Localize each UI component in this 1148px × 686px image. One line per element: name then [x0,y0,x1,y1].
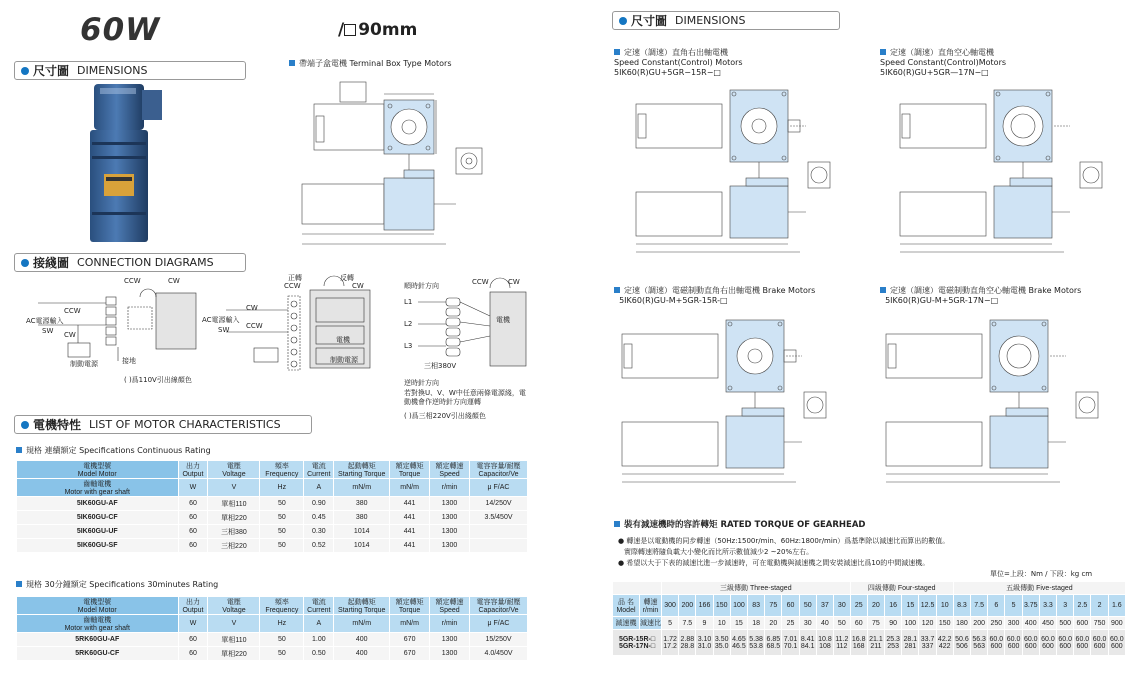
gearhead-torque-table [612,581,1126,656]
reducer-header: 減速機 [613,617,640,630]
ratio-row [613,617,1126,630]
unit2-output: W [178,615,208,633]
ratio-cell: 100 [902,617,919,630]
table-cell: 60 [178,511,208,525]
ratio-cell: 15 [730,617,747,630]
ratio-cell: 200 [971,617,988,630]
brake-label: 制動電源 [330,356,358,364]
ratio-cell: 300 [1005,617,1022,630]
terminal-caption-text: 帶端子盒電機 Terminal Box Type Motors [299,59,452,68]
header2-speed: 額定轉速 Speed [430,597,470,615]
unit2-current: A [304,615,334,633]
table-cell: 670 [390,633,430,647]
torque-title [614,520,865,530]
torque-cell: 56.3 563 [971,630,988,656]
speed-cell: 3 [1057,595,1074,617]
ratio-cell: 150 [936,617,953,630]
right-dim-title-en: DIMENSIONS [675,14,746,27]
table-row [17,647,528,661]
conn-title-en: CONNECTION DIAGRAMS [77,256,214,269]
torque-cell: 50.6 506 [953,630,970,656]
reverse-title: 逆時針方向 [404,379,439,387]
torque-cell: 33.7 337 [919,630,936,656]
table-cell: 1014 [334,525,390,539]
cw-label-b: CW [352,282,364,290]
speed-cell: 150 [713,595,730,617]
table-cell: 0.30 [304,525,334,539]
table-cell: 441 [390,525,430,539]
drawing3-brake-right-shaft [616,316,870,494]
torque-cell: 3.50 35.0 [713,630,730,656]
dim-title-zh: 尺寸圖 [33,64,70,78]
sw-label: SW [42,327,54,335]
ratio-cell: 75 [867,617,884,630]
speed-cell: 5 [1005,595,1022,617]
table-cell: 單相220 [208,647,260,661]
reverse-text: 若對換U、V、W中任意兩條電源綫，電動機會作逆時針方向運轉 [404,389,526,406]
speed-cell: 75 [765,595,782,617]
square-bullet-icon [880,287,886,293]
speed-cell: 166 [696,595,713,617]
header-capacitor: 電容容量/耐壓 Capacitor/Ve [470,461,528,479]
blank-cell [613,582,662,595]
ratio-cell: 9 [696,617,713,630]
d2-model: 5IK60(R)GU+5GR—17N−□ [880,68,989,77]
torque-cell: 5.38 53.8 [748,630,765,656]
table-cell: 1300 [430,497,470,511]
reverse-label: 反轉 [340,274,354,282]
ccw-label-b: CCW [284,282,301,290]
table-cell: 1300 [430,511,470,525]
square-bullet-icon [614,521,620,527]
three-phase-voltage: 三相380V [424,362,457,370]
header2-current: 電流 Current [304,597,334,615]
table-cell: 670 [390,647,430,661]
table-cell [470,525,528,539]
speed-cell: 1.6 [1108,595,1125,617]
bullet-icon [21,421,29,429]
header2-frequency: 頻率 Frequency [260,597,304,615]
unit-label: 單位=上段：Nm / 下段：kg cm [990,570,1093,578]
table-cell: 0.50 [304,647,334,661]
table-cell: 3.5/450V [470,511,528,525]
torque-note-1b: 實際轉速將隨負載大小變化而比所示數值減少2 ~20%左右。 [624,548,814,556]
spec-table-30min [16,596,528,661]
torque-row [613,630,1126,656]
unit-current: A [304,479,334,497]
table-cell: 1300 [430,539,470,553]
connection-diagram-single [28,277,200,373]
torque-cell: 3.10 31.0 [696,630,713,656]
spec1-caption [16,446,211,456]
speed-cell: 83 [748,595,765,617]
header2-voltage: 電壓 Voltage [208,597,260,615]
four-staged-label: 四級傳動 Four-staged [850,582,953,595]
right-dimensions-header [612,11,840,30]
speed-cell: 2 [1091,595,1108,617]
d2-en: Speed Constant(Control)Motors [880,58,1007,67]
header2-torque: 額定轉矩 Torque [390,597,430,615]
table-cell: 單相110 [208,497,260,511]
speed-cell: 3.75 [1022,595,1039,617]
table-cell: 14/250V [470,497,528,511]
table-cell: 50 [260,511,304,525]
unit2-torque: mN/m [390,615,430,633]
unit-starting-torque: mN/m [334,479,390,497]
sw-label-b: SW [218,326,230,334]
spec2-caption [16,580,218,590]
square-icon [344,24,356,36]
table-cell: 400 [334,647,390,661]
speed-cell: 3.3 [1039,595,1056,617]
speed-cell: 100 [730,595,747,617]
speed-cell: 50 [799,595,816,617]
header-frequency: 頻率 Frequency [260,461,304,479]
frame-size: / 90mm [338,20,418,40]
stage-row [613,582,1126,595]
table-cell: 單相220 [208,511,260,525]
torque-cell: 21.1 211 [867,630,884,656]
torque-cell: 16.8 168 [850,630,867,656]
table-cell: 1014 [334,539,390,553]
unit2-voltage: V [208,615,260,633]
header2-output: 出力 Output [178,597,208,615]
header2-model: 電機型號 Model Motor [17,597,179,615]
table-cell: 5IK60GU-UF [17,525,179,539]
l3-label: L3 [404,342,413,350]
ratio-cell: 50 [834,617,851,630]
torque-cell: 10.8 108 [816,630,833,656]
note-110v: ( )爲110V引出線顏色 [124,376,192,384]
square-bullet-icon [614,49,620,55]
header-gearshaft: 齒軸電機 Motor with gear shaft [17,479,179,497]
torque-note-1: ● 轉速是以電動機的同步轉速（50Hz:1500r/min、60Hz:1800r/min）爲基準除以減速比而算出的數值。 [618,537,950,545]
ratio-cell: 500 [1057,617,1074,630]
ratio-cell: 10 [713,617,730,630]
square-bullet-icon [880,49,886,55]
table-cell: 5IK60GU-SF [17,539,179,553]
torque-cell: 60.0 600 [1091,630,1108,656]
table-cell: 0.90 [304,497,334,511]
torque-cell: 6.85 68.5 [765,630,782,656]
table-cell: 單相110 [208,633,260,647]
d4-en: Brake Motors [1028,286,1082,295]
three-staged-label: 三級傳動 Three-staged [662,582,851,595]
ratio-cell: 900 [1108,617,1125,630]
unit-frequency: Hz [260,479,304,497]
ccw-label-2: CCW [64,307,81,315]
speed-cell: 25 [850,595,867,617]
table-cell: 60 [178,647,208,661]
terminal-caption [289,59,452,69]
speed-cell: 2.5 [1074,595,1091,617]
speed-cell: 12.5 [919,595,936,617]
speed-cell: 16 [885,595,902,617]
table-cell: 50 [260,539,304,553]
table-cell: 5IK60GU-AF [17,497,179,511]
table-cell: 0.45 [304,511,334,525]
torque-cell: 60.0 600 [988,630,1005,656]
three-phase-diagram [402,276,530,374]
torque-cell: 8.41 84.1 [799,630,816,656]
frame-size-value: 90mm [358,20,418,40]
speed-cell: 7.5 [971,595,988,617]
table-cell: 441 [390,511,430,525]
five-staged-label: 五級傳動 Five-staged [953,582,1125,595]
spec2-caption-text: 規格 30分鐘額定 Specifications 30minutes Rating [26,580,219,589]
speed-row [613,595,1126,617]
table-cell: 50 [260,633,304,647]
note-220v: ( )爲三相220V引出綫顏色 [404,412,486,420]
speed-cell: 30 [834,595,851,617]
torque-cell: 42.2 422 [936,630,953,656]
speed-cell: 6 [988,595,1005,617]
square-bullet-icon [614,287,620,293]
right-dim-title-zh: 尺寸圖 [631,14,668,28]
torque-cell: 60.0 600 [1074,630,1091,656]
cw-label-2: CW [64,331,76,339]
speed-cell: 15 [902,595,919,617]
table-cell: 0.52 [304,539,334,553]
ratio-cell: 30 [799,617,816,630]
unit-output: W [178,479,208,497]
terminal-box-drawing [296,74,496,252]
torque-cell: 7.01 70.1 [782,630,799,656]
motor-label-t: 電機 [496,316,510,324]
d1-model: 5IK60(R)GU+5GR−15R−□ [614,68,721,77]
l1-label: L1 [404,298,413,306]
header2-capacitor: 電容容量/耐壓 Capacitor/Ve [470,597,528,615]
note2-text: 希望以大于下表的減速比進一步減速時，可在電動機與減速機之間安裝減速比爲10的中間減速機。 [626,559,930,567]
three-phase-title: 順時針方向 [404,282,439,290]
table-cell: 380 [334,497,390,511]
connection-diagram-brake [202,270,386,380]
header-starting-torque: 起動轉矩 Starting Torque [334,461,390,479]
d3-zh: 定速（調速）電磁制動直角右出軸電機 [624,286,760,295]
ratio-cell: 750 [1091,617,1108,630]
speed-cell: 37 [816,595,833,617]
table-row [17,511,528,525]
drawing2-caption [880,48,1006,78]
ratio-cell: 5 [662,617,679,630]
table-cell: 50 [260,497,304,511]
header-output: 出力 Output [178,461,208,479]
ratio-cell: 600 [1074,617,1091,630]
dim-title-en: DIMENSIONS [77,64,148,77]
ratio-cell: 180 [953,617,970,630]
table-cell: 三相220 [208,539,260,553]
table-cell: 441 [390,497,430,511]
motor-label: 電機 [336,336,350,344]
bullet-icon [619,17,627,25]
header-current: 電流 Current [304,461,334,479]
brake-control-label: 制動電源 [70,360,98,368]
ratio-cell: 40 [816,617,833,630]
ground-label: 接地 [122,357,136,365]
ccw-label-b2: CCW [246,322,263,330]
torque-cell: 60.0 600 [1022,630,1039,656]
speed-cell: 300 [662,595,679,617]
table-row [17,525,528,539]
unit2-capacitor: μ F/AC [470,615,528,633]
torque-note-2: ● 希望以大于下表的減速比進一步減速時，可在電動機與減速機之間安裝減速比爲10的中間減速機。 [618,559,930,567]
torque-cell: 60.0 600 [1005,630,1022,656]
torque-cell: 11.2 112 [834,630,851,656]
ccw-label-t: CCW [472,278,489,286]
table-cell: 1300 [430,525,470,539]
table-cell: 5RK60GU-AF [17,633,179,647]
d3-model: 5IK60(R)GU-M+5GR-15R-□ [619,296,728,305]
table-cell: 50 [260,647,304,661]
table-cell: 三相380 [208,525,260,539]
table-row [17,539,528,553]
cw-label-t: CW [508,278,520,286]
table-cell: 60 [178,633,208,647]
unit2-speed: r/min [430,615,470,633]
drawing3-caption [614,286,815,306]
ratio-cell: 450 [1039,617,1056,630]
table-row [17,633,528,647]
header-speed: 額定轉速 Speed [430,461,470,479]
ratio-cell: 90 [885,617,902,630]
dimensions-header [14,61,246,80]
header-model: 電機型號 Model Motor [17,461,179,479]
header-torque: 額定轉矩 Torque [390,461,430,479]
ratio-cell: 25 [782,617,799,630]
header2-starting-torque: 起動轉矩 Starting Torque [334,597,390,615]
motor-photo [86,84,166,244]
torque-cell: 1.72 17.2 [662,630,679,656]
d4-zh: 定速（調速）電磁制動直角空心軸電機 [890,286,1026,295]
drawing4-caption [880,286,1081,306]
d4-model: 5IK60(R)GU-M+5GR-17N−□ [885,296,999,305]
ratio-cell: 60 [850,617,867,630]
unit-torque: mN/m [390,479,430,497]
table-cell: 441 [390,539,430,553]
model-header: 品 名 Model [613,595,640,617]
table-cell: 50 [260,525,304,539]
brand-title: 60W [80,12,161,48]
unit-speed: r/min [430,479,470,497]
ratio-cell: 18 [748,617,765,630]
table-cell: 1300 [430,647,470,661]
torque-cell: 4.65 46.5 [730,630,747,656]
unit-capacitor: μ F/AC [470,479,528,497]
table-cell: 1300 [430,633,470,647]
square-bullet-icon [16,447,22,453]
spec1-caption-text: 規格 連續額定 Specifications Continuous Rating [26,446,211,455]
unit-voltage: V [208,479,260,497]
ratio-cell: 20 [765,617,782,630]
torque-cell: 60.0 600 [1039,630,1056,656]
torque-cell: 60.0 600 [1057,630,1074,656]
ratio-cell: 250 [988,617,1005,630]
table-cell: 1.00 [304,633,334,647]
drawing1-caption [614,48,743,78]
table-cell: 5IK60GU-CF [17,511,179,525]
torque-title-text: 裝有減速機時的容許轉矩 RATED TORQUE OF GEARHEAD [624,520,866,530]
ratio-cell: 400 [1022,617,1039,630]
note1-text: 轉速是以電動機的同步轉速（50Hz:1500r/min、60Hz:1800r/min）爲基準除以減速比而算出的數值。 [626,537,950,545]
spec-table-continuous [16,460,528,553]
speed-cell: 10 [936,595,953,617]
table-cell: 4.0/450V [470,647,528,661]
ratio-header: 減速比 [640,617,662,630]
speed-cell: 60 [782,595,799,617]
char-title-en: LIST OF MOTOR CHARACTERISTICS [89,418,281,431]
table-cell: 15/250V [470,633,528,647]
cw-label-b2: CW [246,304,258,312]
speed-cell: 20 [867,595,884,617]
speed-header: 轉速 r/min [640,595,662,617]
drawing2-hollow-shaft [884,86,1134,256]
table-row [17,497,528,511]
torque-cell: 2.88 28.8 [679,630,696,656]
table-cell [470,539,528,553]
d3-en: Brake Motors [762,286,816,295]
d1-en: Speed Constant(Control) Motors [614,58,743,67]
forward-label: 正轉 [288,274,302,282]
torque-cell: 60.0 600 [1108,630,1125,656]
drawing1-right-shaft [620,86,870,256]
table-cell: 5RK60GU-CF [17,647,179,661]
header-voltage: 電壓 Voltage [208,461,260,479]
torque-cell: 28.1 281 [902,630,919,656]
char-title-zh: 電機特性 [33,418,82,432]
model-names: 5GR-15R-□ 5GR-17N-□ [613,630,662,656]
torque-cell: 25.3 253 [885,630,902,656]
table-cell: 60 [178,525,208,539]
conn-title-zh: 接綫圖 [33,256,70,270]
ratio-cell: 7.5 [679,617,696,630]
table-cell: 400 [334,633,390,647]
bullet-icon [21,259,29,267]
ac-input-label: AC電源輸入 [26,317,64,325]
ratio-cell: 120 [919,617,936,630]
d2-zh: 定速（調速）直角空心軸電機 [890,48,994,57]
drawing4-brake-hollow-shaft [880,316,1134,494]
square-bullet-icon [289,60,295,66]
table-cell: 60 [178,497,208,511]
bullet-icon [21,67,29,75]
ac-input-label-b: AC電源輸入 [202,316,240,324]
d1-zh: 定速（調速）直角右出軸電機 [624,48,728,57]
cw-label: CW [168,277,180,285]
characteristics-header [14,415,312,434]
table-cell: 380 [334,511,390,525]
table-cell: 60 [178,539,208,553]
header2-gearshaft: 齒軸電機 Motor with gear shaft [17,615,179,633]
unit2-frequency: Hz [260,615,304,633]
unit2-starting-torque: mN/m [334,615,390,633]
speed-cell: 200 [679,595,696,617]
speed-cell: 8.3 [953,595,970,617]
square-bullet-icon [16,581,22,587]
l2-label: L2 [404,320,413,328]
ccw-label: CCW [124,277,141,285]
